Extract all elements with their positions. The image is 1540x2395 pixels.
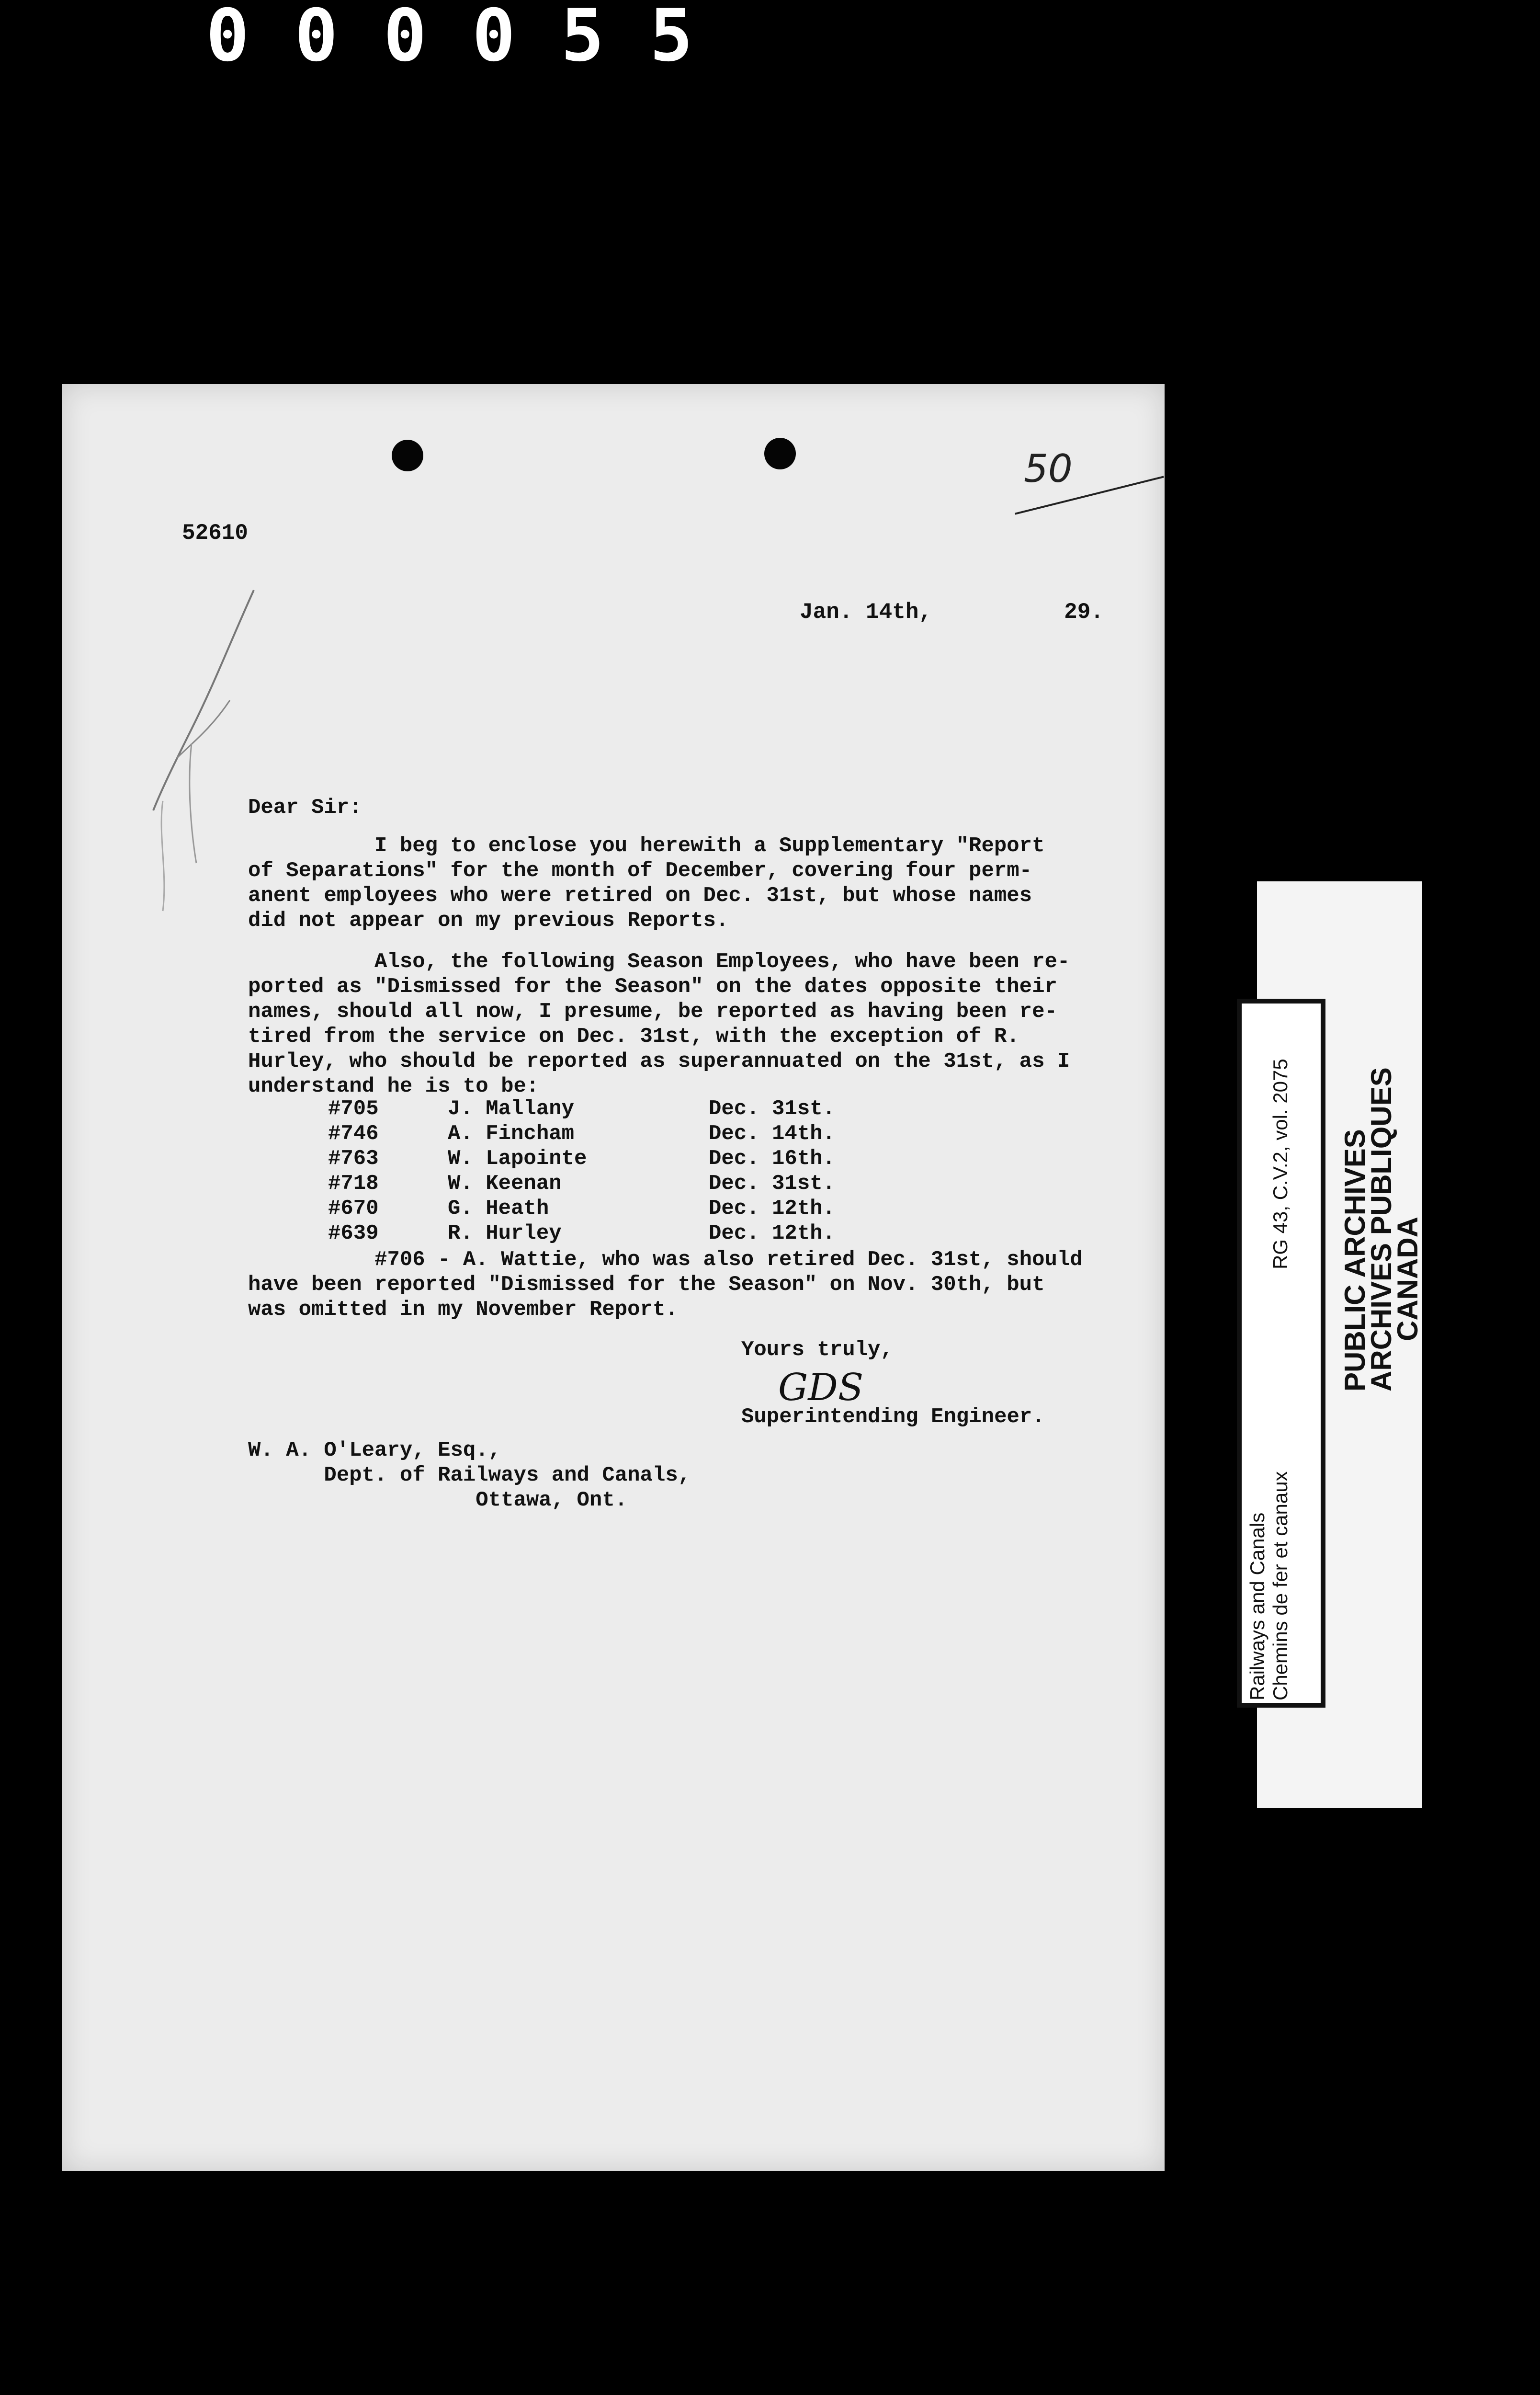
- paragraph-line: ported as "Dismissed for the Season" on the dates opposite their: [248, 975, 1057, 999]
- frame-number: 000055: [206, 0, 738, 78]
- employee-date: Dec. 12th.: [709, 1197, 836, 1220]
- paragraph-line: Hurley, who should be reported as superannuated on the 31st, as I: [248, 1049, 1070, 1073]
- employee-name: W. Keenan: [448, 1172, 562, 1196]
- addressee-line: Ottawa, Ont.: [248, 1488, 628, 1512]
- folio-number: 50: [1024, 446, 1073, 491]
- closing: Yours truly,: [741, 1338, 893, 1362]
- addressee-line: Dept. of Railways and Canals,: [248, 1463, 691, 1487]
- paragraph-1: [248, 833, 1044, 933]
- addressee-line: W. A. O'Leary, Esq.,: [248, 1438, 501, 1462]
- punch-hole-left: [392, 440, 423, 471]
- paragraph-line: I beg to enclose you herewith a Supplementary "Report: [248, 834, 1045, 858]
- paragraph-line: was omitted in my November Report.: [248, 1298, 678, 1322]
- archive-fonds-fr: Chemins de fer et canaux: [1269, 1471, 1291, 1700]
- salutation: Dear Sir:: [248, 796, 362, 820]
- paragraph-line: names, should all now, I presume, be reported as having been re-: [248, 1000, 1057, 1024]
- employee-name: G. Heath: [448, 1197, 549, 1220]
- employee-number: #763: [328, 1147, 379, 1171]
- punch-hole-right: [764, 438, 796, 469]
- paragraph-line: Also, the following Season Employees, who have been re-: [248, 950, 1070, 974]
- employee-number: #639: [328, 1221, 379, 1245]
- archive-institution-fr: ARCHIVES PUBLIQUES: [1365, 1067, 1397, 1391]
- paragraph-2: [248, 949, 1070, 1099]
- paragraph-line: tired from the service on Dec. 31st, with the exception of R.: [248, 1025, 1019, 1049]
- paragraph-line: have been reported "Dismissed for the Season" on Nov. 30th, but: [248, 1273, 1045, 1297]
- archive-institution-en: PUBLIC ARCHIVES: [1339, 1129, 1371, 1391]
- handwritten-initials: GDS: [778, 1366, 864, 1409]
- employee-list: [328, 1097, 951, 1250]
- employee-number: #670: [328, 1197, 379, 1220]
- paragraph-line: of Separations" for the month of December, covering four perm-: [248, 859, 1032, 883]
- paragraph-line: #706 - A. Wattie, who was also retired Dec. 31st, should: [248, 1248, 1083, 1272]
- employee-name: A. Fincham: [448, 1122, 575, 1146]
- employee-date: Dec. 14th.: [709, 1122, 836, 1146]
- archive-reference-strip: [1237, 999, 1325, 1708]
- employee-date: Dec. 12th.: [709, 1221, 836, 1245]
- reference-number: 52610: [182, 521, 249, 546]
- paragraph-line: anent employees who were retired on Dec. 31st, but whose names: [248, 884, 1032, 908]
- employee-name: J. Mallany: [448, 1097, 575, 1121]
- paragraph-line: understand he is to be:: [248, 1074, 539, 1098]
- signature-title: Superintending Engineer.: [741, 1405, 1045, 1429]
- employee-date: Dec. 16th.: [709, 1147, 836, 1171]
- addressee-block: [248, 1438, 691, 1513]
- employee-name: R. Hurley: [448, 1221, 562, 1245]
- paragraph-3: [248, 1247, 1083, 1322]
- employee-name: W. Lapointe: [448, 1147, 587, 1171]
- archive-fonds-en: Railways and Canals: [1246, 1512, 1268, 1700]
- letter-page: [62, 384, 1165, 2171]
- employee-date: Dec. 31st.: [709, 1097, 836, 1121]
- employee-number: #718: [328, 1172, 379, 1196]
- employee-date: Dec. 31st.: [709, 1172, 836, 1196]
- employee-number: #746: [328, 1122, 379, 1146]
- archive-country: CANADA: [1392, 1217, 1424, 1341]
- archive-reference: RG 43, C.V.2, vol. 2075: [1269, 1059, 1291, 1269]
- paragraph-line: did not appear on my previous Reports.: [248, 909, 729, 933]
- letter-date: Jan. 14th, 29.: [800, 600, 1104, 625]
- employee-number: #705: [328, 1097, 379, 1121]
